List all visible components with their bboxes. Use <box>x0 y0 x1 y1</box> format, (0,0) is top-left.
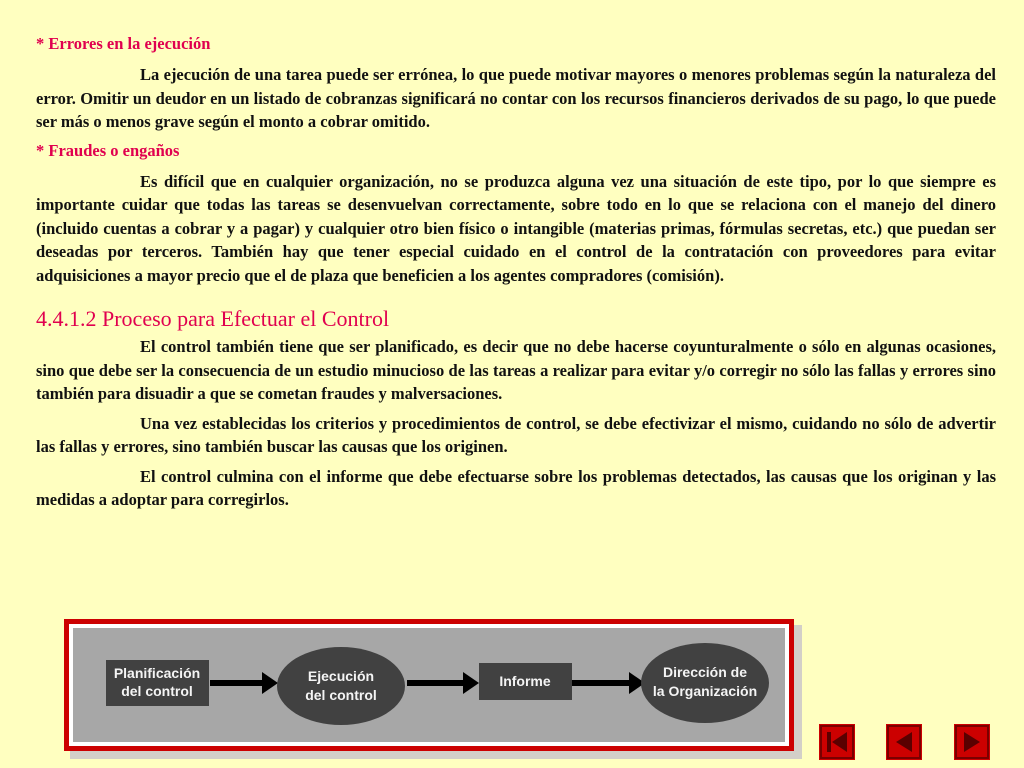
first-page-icon <box>819 724 855 760</box>
paragraph-fraudes: Es difícil que en cualquier organización, no se produzca alguna vez una situación de este tipo, por lo que siempre es importante cuidar que todas las tareas se desenvuelvan correctamente, sobre todo en lo que se relaciona con el manejo del dinero (incluido cuentas a cobrar y a pagar) y cualquier otro bien físico o intangible (materias primas, fórmulas secretas, etc.) que puedan ser deseadas por terceros. También hay que tener especial cuidado en el control de la contratación con proveedores para evitar adquisiciones a mayor precio que el de plaza que beneficien a los agentes compradores (comisión). <box>36 171 996 285</box>
next-page-button[interactable] <box>954 724 990 760</box>
node-ejecucion-label-1: Ejecución <box>307 668 375 684</box>
control-process-diagram-svg <box>64 619 802 759</box>
slide-content <box>36 33 996 512</box>
arrow-3-shaft <box>572 680 633 686</box>
previous-page-icon <box>886 724 922 760</box>
paragraph-proceso-1: El control también tiene que ser planificado, es decir que no debe hacerse coyunturalmente o sólo en algunas ocasiones, sino que debe ser la consecuencia de un estudio minucioso de las tareas a realizar para evitar y/o corregir no sólo las fallas y errores sino también para disuadir a que se cometan fraudes y malversaciones. <box>36 337 996 403</box>
node-ejecucion <box>277 647 405 725</box>
node-ejecucion-label-2: del control <box>305 687 377 703</box>
node-direccion-label-1: Dirección de <box>662 664 748 680</box>
heading-errores: * Errores en la ejecución <box>36 34 211 53</box>
next-page-icon <box>954 724 990 760</box>
arrow-1-shaft <box>210 680 266 686</box>
node-planificacion-label-2: del control <box>121 683 193 699</box>
paragraph-proceso-3: El control culmina con el informe que debe efectuarse sobre los problemas detectados, las causas que los originan y las medidas a adoptar para corregirlos. <box>36 466 996 509</box>
node-planificacion-label-1: Planificación <box>113 665 201 681</box>
control-process-diagram <box>64 619 802 759</box>
node-direccion-label-2: la Organización <box>652 683 758 699</box>
section-title-proceso: 4.4.1.2 Proceso para Efectuar el Control <box>36 306 390 331</box>
heading-fraudes: * Fraudes o engaños <box>36 140 180 160</box>
previous-page-button[interactable] <box>886 724 922 760</box>
node-informe-label: Informe <box>499 673 551 689</box>
paragraph-errores: La ejecución de una tarea puede ser errónea, lo que puede motivar mayores o menores problemas según la naturaleza del error. Omitir un deudor en un listado de cobranzas significará no contar con los recursos financieros derivados de su pago, lo que puede ser más o menos grave según el monto a cobrar omitido. <box>36 65 996 131</box>
paragraph-proceso-2: Una vez establecidas los criterios y procedimientos de control, se debe efectivizar el mismo, cuidando no sólo de advertir las fallas y errores, sino también buscar las causas que los originen. <box>36 413 996 456</box>
first-page-button[interactable] <box>819 724 855 760</box>
arrow-2-shaft <box>407 680 467 686</box>
